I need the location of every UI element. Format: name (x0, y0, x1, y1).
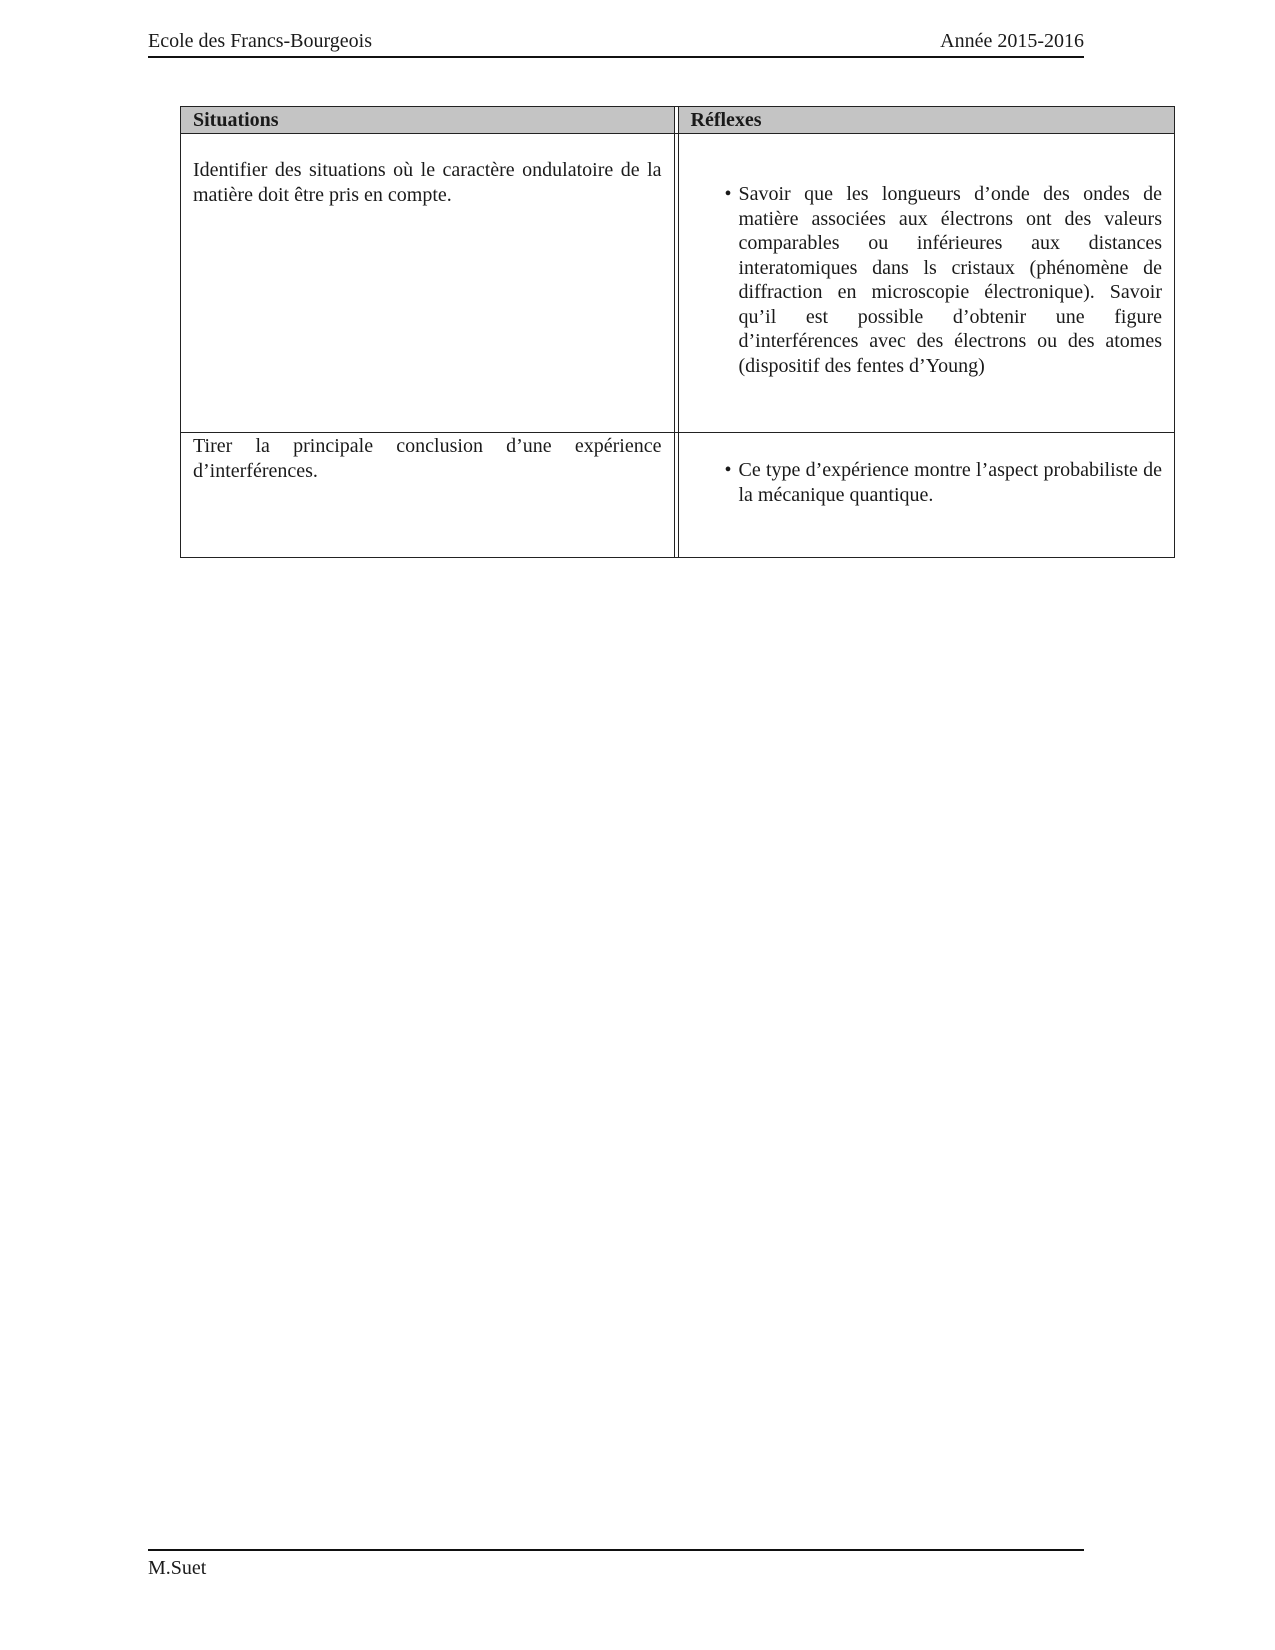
footer-divider (148, 1549, 1084, 1551)
bullet-icon: • (724, 183, 732, 205)
table-row (181, 432, 1174, 557)
reflexe-cell (678, 433, 1175, 557)
reflexe-cell (678, 134, 1175, 432)
column-header-reflexes: Réflexes (678, 107, 1175, 133)
situation-cell: Identifier des situations où le caractère ondulatoire de la matière doit être pris en compte. (181, 134, 675, 432)
bullet-icon: • (724, 459, 732, 481)
page-header (148, 28, 1084, 58)
bullet-item (691, 458, 1163, 507)
bullet-item (691, 182, 1163, 378)
table-header-row (181, 107, 1174, 133)
school-year: Année 2015-2016 (940, 30, 1084, 52)
school-name: Ecole des Francs-Bourgeois (148, 30, 373, 52)
footer-author: M.Suet (148, 1557, 207, 1579)
reflexe-text: Savoir que les longueurs d’onde des ondes de matière associées aux électrons ont des valeurs comparables ou inférieures aux distances interatomiques dans ls cristaux (phénomène de diffraction en microscopie électronique). Savoir qu’il est possible d’obtenir une figure d’interférences avec des électrons ou des atomes (dispositif des fentes d’Young) (738, 183, 1162, 377)
competences-table (180, 106, 1175, 558)
reflexe-text: Ce type d’expérience montre l’aspect probabiliste de la mécanique quantique. (738, 459, 1162, 506)
table-row (181, 133, 1174, 432)
column-header-situations: Situations (181, 107, 675, 133)
situation-cell: Tirer la principale conclusion d’une expérience d’interférences. (181, 433, 675, 557)
